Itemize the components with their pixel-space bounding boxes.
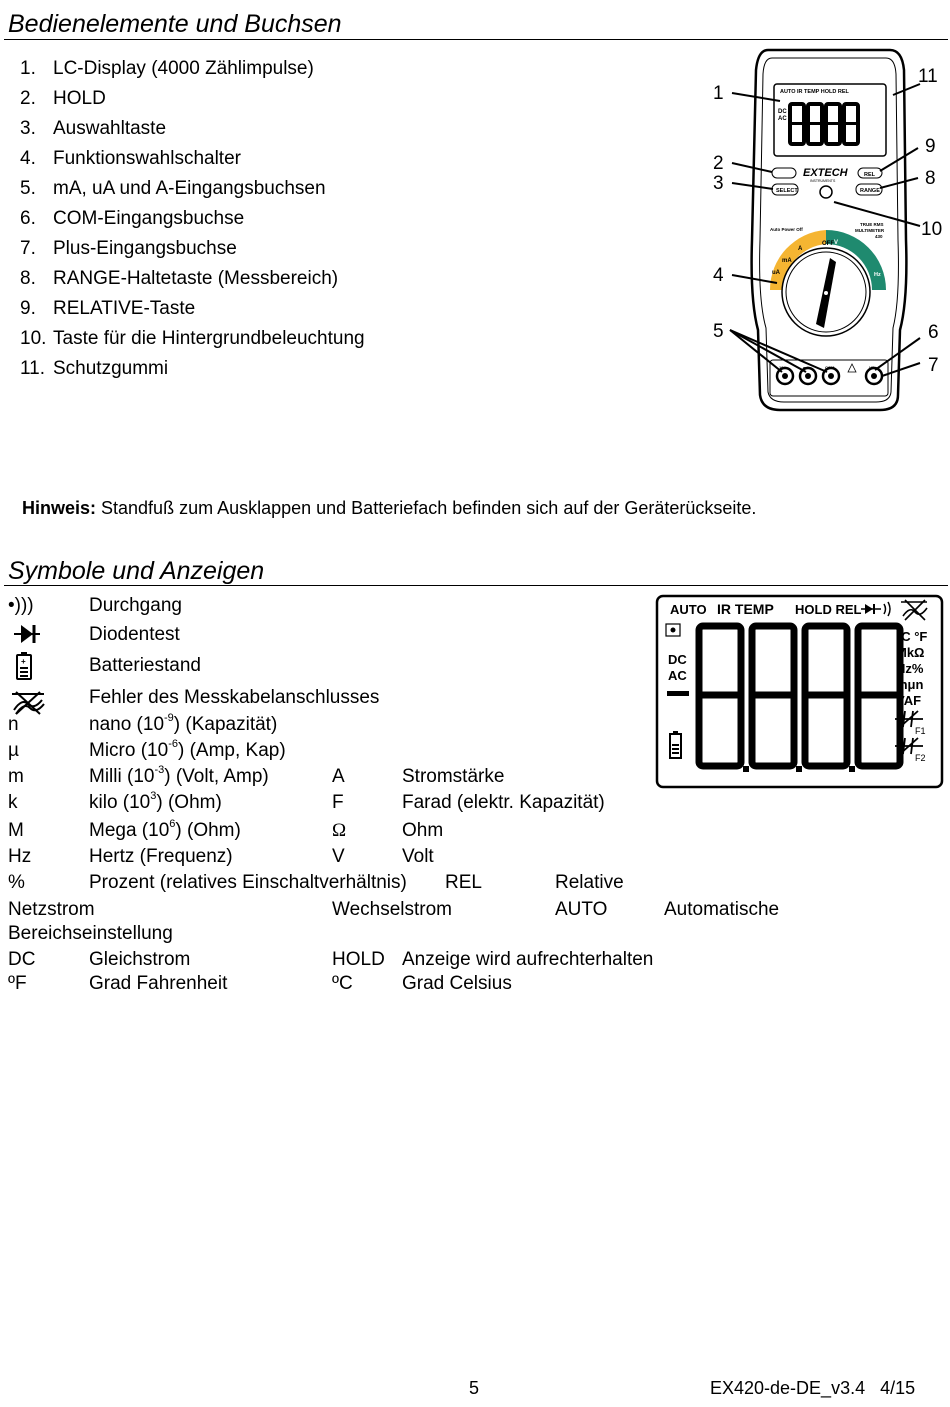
svg-text:430: 430 xyxy=(875,234,883,239)
symbol-desc: Hertz (Frequenz) xyxy=(89,846,233,867)
input-jacks xyxy=(770,360,888,396)
symbol-desc: kilo $(10^3)$ (Ohm) xyxy=(89,789,222,813)
callout-4: 4 xyxy=(713,265,724,286)
callout-9: 9 xyxy=(925,136,936,157)
symbol-desc: Netzstrom xyxy=(8,899,95,920)
list-item: 6. COM-Eingangsbuchse xyxy=(20,208,245,229)
svg-text:VΩ: VΩ xyxy=(869,365,875,370)
lcd-f2-label: F2 xyxy=(915,753,926,763)
multimeter-illustration xyxy=(700,45,950,420)
unit-symbol: DC xyxy=(8,949,36,970)
symbol-desc: Bereichseinstellung xyxy=(8,923,173,944)
symbol-desc: Diodentest xyxy=(89,624,180,645)
list-item: 3. Auswahltaste xyxy=(20,118,167,139)
note-paragraph: Hinweis: Standfuß zum Ausklappen und Batteriefach befinden sich auf der Geräterückseite. xyxy=(22,498,757,518)
unit-symbol: HOLD xyxy=(332,949,385,970)
unit-symbol: % xyxy=(8,872,25,893)
heading-rule xyxy=(4,585,948,586)
lcd-irtemp-label: IR TEMP xyxy=(717,601,774,617)
callout-2: 2 xyxy=(713,153,724,174)
prefix-symbol: m xyxy=(8,766,24,787)
list-item: 2. HOLD xyxy=(20,88,106,109)
page-number: 5 xyxy=(469,1378,480,1398)
lead-error-icon xyxy=(10,690,46,716)
symbol-desc: Volt xyxy=(402,846,434,867)
unit-symbol: Hz xyxy=(8,846,32,867)
unit-symbol: Ω xyxy=(332,820,347,841)
unit-symbol: A xyxy=(332,766,345,787)
svg-text:°C °F: °C °F xyxy=(896,629,928,644)
svg-text:A: A xyxy=(798,246,803,252)
callout-5: 5 xyxy=(713,321,724,342)
symbol-desc: Gleichstrom xyxy=(89,949,191,970)
symbol-desc: Prozent (relatives Einschaltverhältnis) xyxy=(89,872,407,893)
symbol-desc: nano $(10^{-9})$ (Kapazität) xyxy=(89,711,278,735)
unit-symbol: REL xyxy=(445,872,482,893)
symbol-desc: Anzeige wird aufrechterhalten xyxy=(402,949,654,970)
svg-text:MkΩ: MkΩ xyxy=(896,645,925,660)
list-item: 5. mA, uA und A-Eingangsbuchsen xyxy=(20,178,326,199)
svg-text:AC: AC xyxy=(778,116,787,122)
lcd-minus-sign xyxy=(667,691,689,696)
callout-8: 8 xyxy=(925,168,936,189)
svg-text:VAF: VAF xyxy=(896,693,922,708)
svg-text:SELECT: SELECT xyxy=(776,188,798,194)
callout-11: 11 xyxy=(918,66,938,87)
svg-text:DC: DC xyxy=(778,109,787,115)
symbol-desc: Stromstärke xyxy=(402,766,505,787)
svg-text:F: F xyxy=(877,291,881,297)
unit-symbol: V xyxy=(332,846,345,867)
lcd-diagram xyxy=(655,594,945,790)
prefix-symbol: M xyxy=(8,820,24,841)
continuity-symbol: •))) xyxy=(8,595,34,616)
svg-text:uA: uA xyxy=(772,270,780,276)
svg-text:RANGE: RANGE xyxy=(860,188,880,194)
lcd-auto-label: AUTO xyxy=(670,602,707,617)
lcd-f1-label: F1 xyxy=(915,726,926,736)
backlight-button xyxy=(820,186,832,198)
svg-text:mμn: mμn xyxy=(896,677,924,692)
symbol-desc: Grad Celsius xyxy=(402,973,512,994)
prefix-symbol: n xyxy=(8,714,19,735)
heading-rule xyxy=(4,39,948,40)
svg-text:10A: 10A xyxy=(779,365,787,370)
svg-text:V: V xyxy=(834,240,839,246)
callout-10: 10 xyxy=(921,219,943,240)
svg-text:Hz: Hz xyxy=(874,272,881,278)
lcd-holdrel-label: HOLD REL xyxy=(795,602,862,617)
symbol-desc: Wechselstrom xyxy=(332,899,453,920)
hold-button xyxy=(772,168,796,178)
unit-symbol: ºF xyxy=(8,973,27,994)
svg-text:TRUE RMS: TRUE RMS xyxy=(860,222,884,227)
callout-1: 1 xyxy=(713,83,724,104)
svg-text:mA: mA xyxy=(782,258,792,264)
lcd-dc-label: DC xyxy=(668,652,687,667)
symbol-desc: Ohm xyxy=(402,820,444,841)
lcd-top-label: AUTO IR TEMP HOLD REL xyxy=(780,89,849,95)
list-item: 1. LC-Display (4000 Zählimpulse) xyxy=(20,58,314,79)
symbol-desc: Durchgang xyxy=(89,595,182,616)
symbol-desc: Mega $(10^6)$ (Ohm) xyxy=(89,817,241,841)
list-item: 10. Taste für die Hintergrundbeleuchtung xyxy=(20,328,365,349)
section-heading-controls: Bedienelemente und Buchsen xyxy=(8,10,342,38)
callout-3: 3 xyxy=(713,173,724,194)
lcd-battery-icon xyxy=(670,731,681,758)
brand-logo: EXTECH xyxy=(803,167,848,179)
symbol-desc: Farad (elektr. Kapazität) xyxy=(402,792,605,813)
list-item: 4. Funktionswahlschalter xyxy=(20,148,241,169)
symbol-desc: Batteriestand xyxy=(89,655,201,676)
prefix-symbol: µ xyxy=(8,740,19,761)
prefix-symbol: k xyxy=(8,792,18,813)
list-item: 9. RELATIVE-Taste xyxy=(20,298,196,319)
lcd-ac-label: AC xyxy=(668,668,687,683)
section-heading-symbols: Symbole und Anzeigen xyxy=(8,557,265,585)
list-item: 11. Schutzgummi xyxy=(20,358,169,379)
symbol-desc: Fehler des Messkabelanschlusses xyxy=(89,687,380,708)
svg-text:INSTRUMENTS: INSTRUMENTS xyxy=(810,179,836,183)
svg-text:Auto Power Off: Auto Power Off xyxy=(770,227,803,232)
svg-text:mA: mA xyxy=(803,365,810,370)
symbol-desc: Automatische xyxy=(664,899,780,920)
symbol-desc: Milli $(10^{-3})$ (Volt, Amp) xyxy=(89,763,269,787)
unit-symbol: ºC xyxy=(332,973,353,994)
document-id: EX420-de-DE_v3.4 4/15 xyxy=(710,1378,916,1398)
svg-text:+: + xyxy=(21,657,26,666)
callout-7: 7 xyxy=(928,355,939,376)
list-item: 7. Plus-Eingangsbuchse xyxy=(20,238,237,259)
symbol-desc: Micro $(10^{-6})$ (Amp, Kap) xyxy=(89,737,286,761)
svg-text:MULTIMETER: MULTIMETER xyxy=(855,228,885,233)
svg-text:Hz%: Hz% xyxy=(896,661,924,676)
battery-icon xyxy=(16,652,32,680)
symbol-desc: Grad Fahrenheit xyxy=(89,973,228,994)
svg-text:REL: REL xyxy=(864,172,875,178)
unit-symbol: AUTO xyxy=(555,899,608,920)
callout-6: 6 xyxy=(928,322,939,343)
symbol-desc: Relative xyxy=(555,872,624,893)
list-item: 8. RANGE-Haltetaste (Messbereich) xyxy=(20,268,339,289)
diode-icon xyxy=(14,623,40,645)
svg-text:COM: COM xyxy=(825,365,835,370)
unit-symbol: F xyxy=(332,792,344,813)
controls-list xyxy=(20,57,365,387)
svg-text:OFF: OFF xyxy=(822,241,834,247)
